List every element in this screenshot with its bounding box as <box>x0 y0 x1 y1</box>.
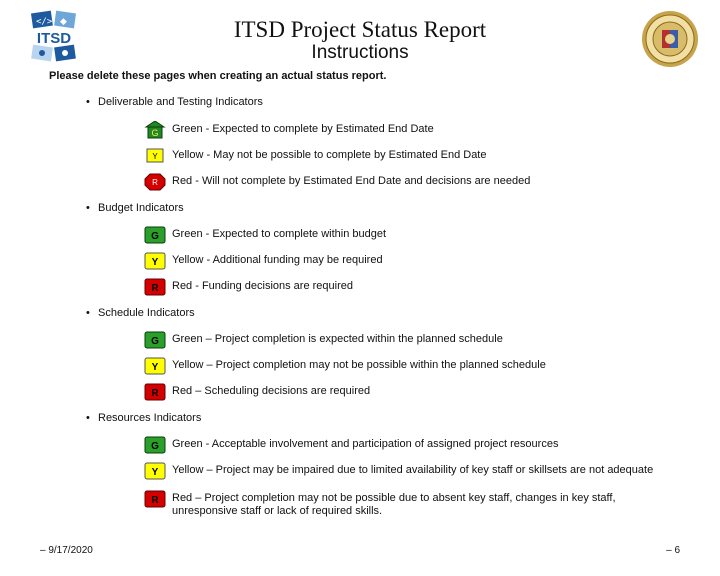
bullet-icon: • <box>86 96 90 108</box>
svg-text:G: G <box>151 441 159 452</box>
svg-text:Y: Y <box>151 257 159 268</box>
green-indicator-icon <box>144 331 166 349</box>
red-indicator-icon <box>144 490 166 508</box>
green-indicator-icon <box>144 121 166 139</box>
red-indicator-icon <box>144 173 166 191</box>
svg-text:Y: Y <box>151 467 159 478</box>
bullet-icon: • <box>86 202 90 214</box>
section-heading: • Resources Indicators <box>86 412 202 424</box>
indicator-text: Red - Will not complete by Estimated End Date and decisions are needed <box>172 175 531 187</box>
svg-text:R: R <box>151 495 159 506</box>
svg-text:G: G <box>151 231 159 242</box>
svg-text:Y: Y <box>151 362 159 373</box>
svg-text:Y: Y <box>152 152 158 161</box>
green-indicator-icon <box>144 226 166 244</box>
delete-note: Please delete these pages when creating an actual status report. <box>49 70 387 82</box>
yellow-indicator-icon <box>144 357 166 375</box>
section-heading: • Schedule Indicators <box>86 307 195 319</box>
indicator-text: Yellow – Project may be impaired due to limited availability of key staff or skillsets are not adequate <box>172 464 654 476</box>
indicator-text: Green - Acceptable involvement and participation of assigned project resources <box>172 438 559 450</box>
indicator-text: Green - Expected to complete by Estimated End Date <box>172 123 434 135</box>
svg-text:◆: ◆ <box>60 17 67 27</box>
yellow-indicator-icon <box>144 462 166 480</box>
red-indicator-icon <box>144 278 166 296</box>
green-indicator-icon <box>144 436 166 454</box>
indicator-text: Red – Scheduling decisions are required <box>172 385 371 397</box>
indicator-text: Red – Project completion may not be possible due to absent key staff, changes in key staff, unresponsive staff or lack of required skills. <box>172 492 616 517</box>
red-indicator-icon <box>144 383 166 401</box>
indicator-text: Yellow – Project completion may not be possible within the planned schedule <box>172 359 546 371</box>
bullet-icon: • <box>86 307 90 319</box>
indicator-text: Green – Project completion is expected within the planned schedule <box>172 333 503 345</box>
indicator-text: Yellow - Additional funding may be required <box>172 254 383 266</box>
indicator-text: Yellow - May not be possible to complete by Estimated End Date <box>172 149 487 161</box>
section-heading: • Deliverable and Testing Indicators <box>86 96 263 108</box>
svg-text:G: G <box>151 336 159 347</box>
svg-text:R: R <box>151 283 159 294</box>
yellow-indicator-icon <box>144 252 166 270</box>
svg-text:</>: </> <box>36 17 53 27</box>
section-heading: • Budget Indicators <box>86 202 184 214</box>
svg-text:R: R <box>152 178 158 187</box>
svg-text:R: R <box>151 388 159 399</box>
footer-date: – 9/17/2020 <box>40 545 93 556</box>
indicator-text: Green - Expected to complete within budget <box>172 228 387 240</box>
page-title: ITSD Project Status Report <box>233 17 487 42</box>
bullet-icon: • <box>86 412 90 424</box>
logo-text: ITSD <box>36 30 72 47</box>
indicator-text: Red - Funding decisions are required <box>172 280 353 292</box>
footer-page-number: – 6 <box>666 545 680 556</box>
page-subtitle: Instructions <box>311 42 409 63</box>
svg-text:G: G <box>151 128 159 138</box>
yellow-indicator-icon <box>144 147 166 165</box>
